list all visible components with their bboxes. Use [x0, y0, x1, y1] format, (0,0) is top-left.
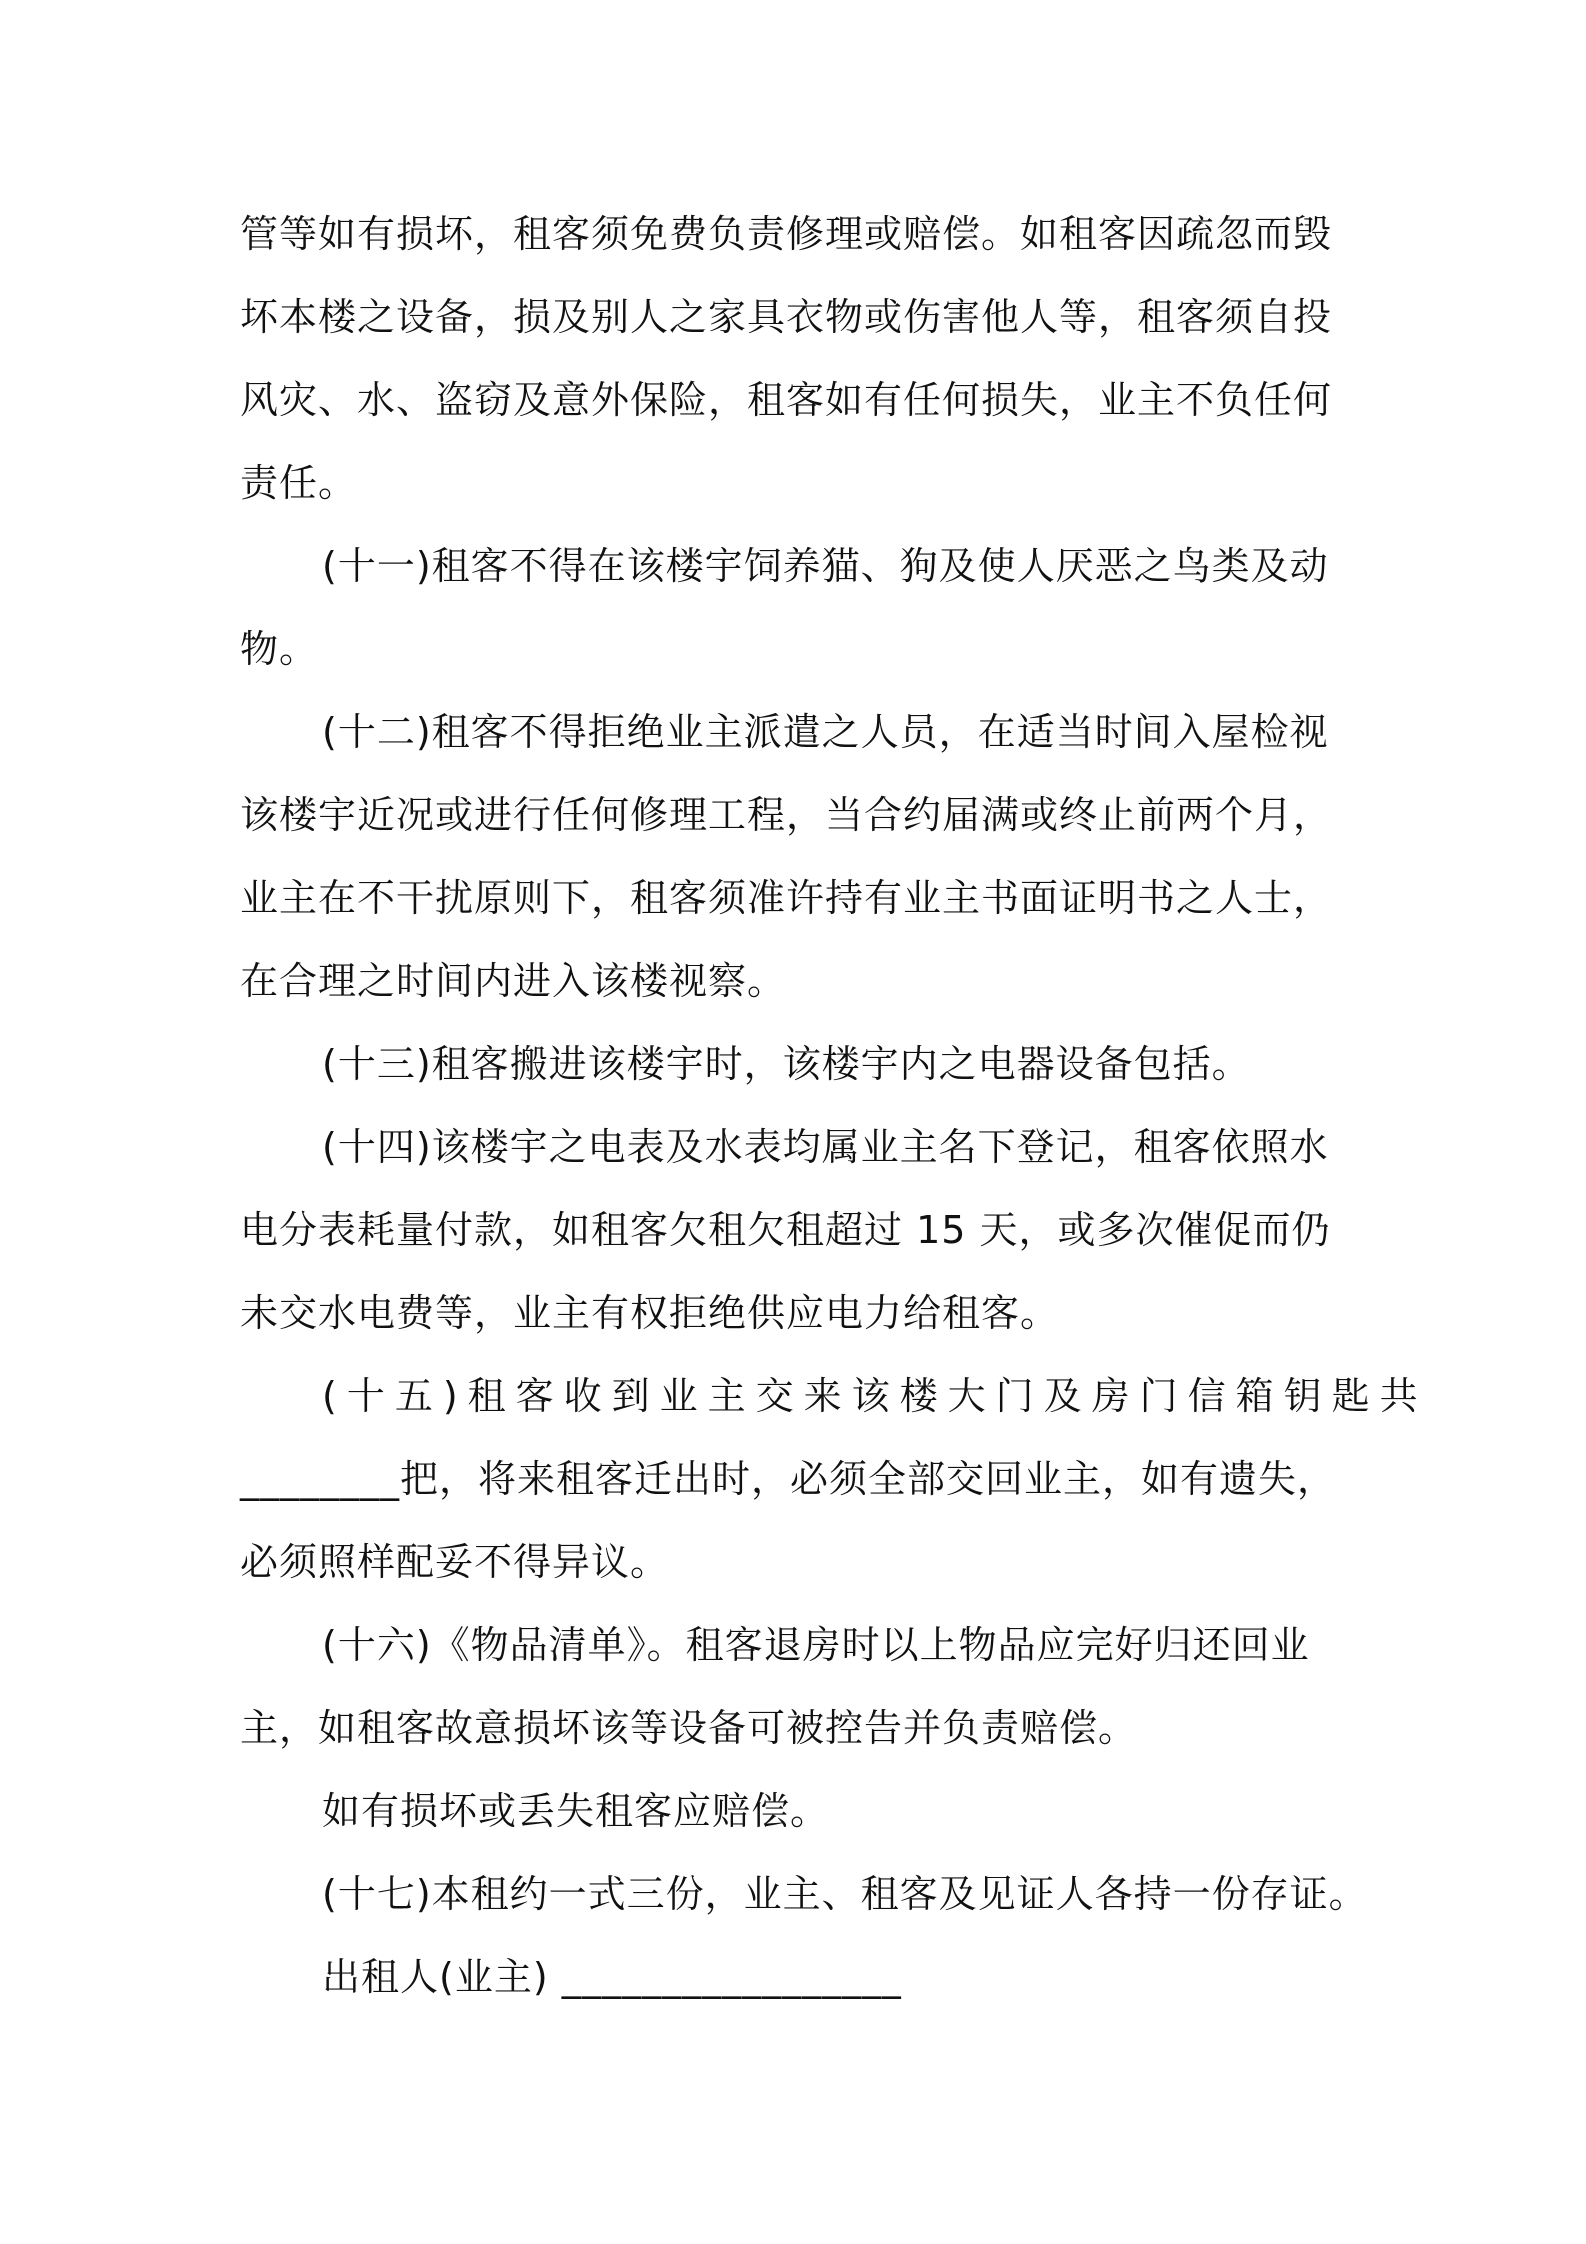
clause-12-line: 在合理之时间内进入该楼视察。 [240, 959, 787, 1003]
clause-15-line: (十五)租客收到业主交来该楼大门及房门信箱钥匙共 [322, 1374, 1428, 1418]
clause-13-line: (十三)租客搬进该楼宇时，该楼宇内之电器设备包括。 [322, 1042, 1251, 1086]
clause-16-line: 主，如租客故意损坏该等设备可被控告并负责赔偿。 [240, 1706, 1138, 1750]
lessor-signature-line: 出租人(业主) _________________ [322, 1955, 902, 1999]
paragraph-line: 责任。 [240, 461, 358, 505]
clause-14-line: 电分表耗量付款，如租客欠租欠租超过 15 天，或多次催促而仍 [240, 1208, 1331, 1252]
clause-11-line: 物。 [240, 627, 319, 671]
clause-14-line: (十四)该楼宇之电表及水表均属业主名下登记，租客依照水 [322, 1125, 1329, 1169]
clause-12-line: 该楼宇近况或进行任何修理工程，当合约届满或终止前两个月， [240, 793, 1333, 837]
clause-15-line: ________把，将来租客迁出时，必须全部交回业主，如有遗失， [240, 1457, 1337, 1501]
clause-12-line: 业主在不干扰原则下，租客须准许持有业主书面证明书之人士， [240, 876, 1333, 920]
paragraph-line: 坏本楼之设备，损及别人之家具衣物或伤害他人等，租客须自投 [240, 295, 1333, 339]
paragraph-line: 风灾、水、盗窃及意外保险，租客如有任何损失，业主不负任何 [240, 378, 1333, 422]
clause-15-line: 必须照样配妥不得异议。 [240, 1540, 670, 1584]
paragraph-line: 管等如有损坏，租客须免费负责修理或赔偿。如租客因疏忽而毁 [240, 212, 1333, 256]
clause-12-line: (十二)租客不得拒绝业主派遣之人员，在适当时间入屋检视 [322, 710, 1329, 754]
clause-16-line: (十六)《物品清单》。租客退房时以上物品应完好归还回业 [322, 1623, 1310, 1667]
clause-17-line: (十七)本租约一式三份，业主、租客及见证人各持一份存证。 [322, 1872, 1368, 1916]
clause-11-line: (十一)租客不得在该楼宇饲养猫、狗及使人厌恶之鸟类及动 [322, 544, 1329, 588]
clause-14-line: 未交水电费等，业主有权拒绝供应电力给租客。 [240, 1291, 1060, 1335]
damage-note-line: 如有损坏或丢失租客应赔偿。 [322, 1789, 830, 1833]
